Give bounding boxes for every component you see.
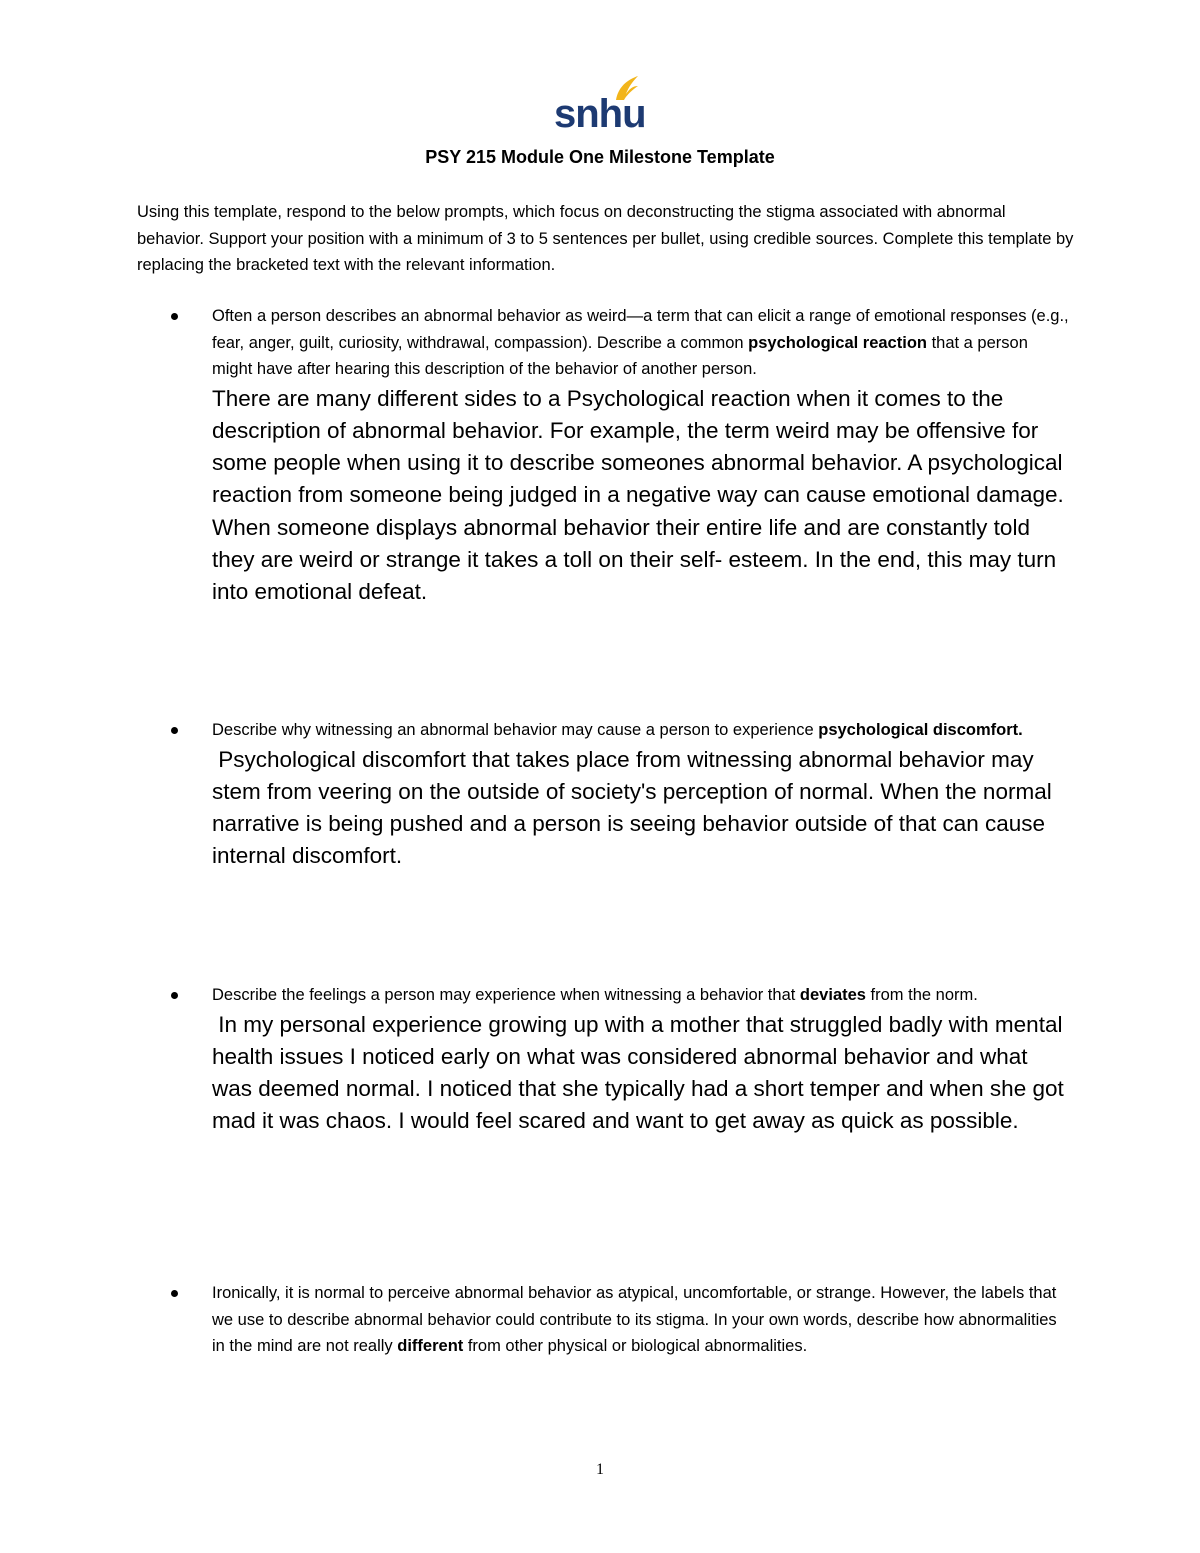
bullet-prompt: Describe why witnessing an abnormal behavior may cause a person to experience psychological discomfort. <box>212 721 1023 739</box>
document-title: PSY 215 Module One Milestone Template <box>425 147 775 167</box>
bullet-prompt: Ironically, it is normal to perceive abnormal behavior as atypical, uncomfortable, or strange. However, the labels that we use to describe abnormal behavior could contribute to its stigma. In your own words, describe how abnormalities in the mind are not really different from other physical or biological abnormalities. <box>212 1284 1057 1355</box>
bullet-answer: In my personal experience growing up with a mother that struggled badly with mental health issues I noticed early on what was considered abnormal behavior and what was deemed normal. I noticed that she typically had a short temper and when she got mad it was chaos. I would feel scared and want to get away as quick as possible. <box>212 1011 1064 1134</box>
bullet-icon <box>171 1290 178 1297</box>
bullet-prompt: Describe the feelings a person may experience when witnessing a behavior that deviates from the norm. <box>212 986 978 1004</box>
intro-paragraph: Using this template, respond to the below prompts, which focus on deconstructing the stigma associated with abnormal behavior. Support your position with a minimum of 3 to 5 sentences per bullet, using credible sources. Complete this template by replacing the bracketed text with the relevant information. <box>137 203 1074 274</box>
page-number: 1 <box>596 1461 604 1478</box>
bullet-item <box>171 717 1071 873</box>
bullet-item <box>171 982 1071 1138</box>
bullet-icon <box>171 313 178 320</box>
bullet-item <box>171 303 1071 609</box>
bullet-item <box>171 1280 1071 1360</box>
bullet-prompt: Often a person describes an abnormal behavior as weird—a term that can elicit a range of emotional responses (e.g., fear, anger, guilt, curiosity, withdrawal, compassion). Describe a common psychological reaction that a person might have after hearing this description of the behavior of another person. <box>212 307 1069 378</box>
bullet-answer: Psychological discomfort that takes place from witnessing abnormal behavior may stem from veering on the outside of society's perception of normal. When the normal narrative is being pushed and a person is seeing behavior outside of that can cause internal discomfort. <box>212 746 1052 869</box>
logo-text: snhu <box>554 92 646 136</box>
bullet-icon <box>171 727 178 734</box>
bullet-icon <box>171 992 178 999</box>
snhu-logo <box>554 74 646 136</box>
bullet-answer: There are many different sides to a Psychological reaction when it comes to the description of abnormal behavior. For example, the term weird may be offensive for some people when using it to describe someones abnormal behavior. A psychological reaction from someone being judged in a negative way can cause emotional damage. When someone displays abnormal behavior their entire life and are constantly told they are weird or strange it takes a toll on their self- esteem. In the end, this may turn into emotional defeat. <box>212 385 1064 605</box>
